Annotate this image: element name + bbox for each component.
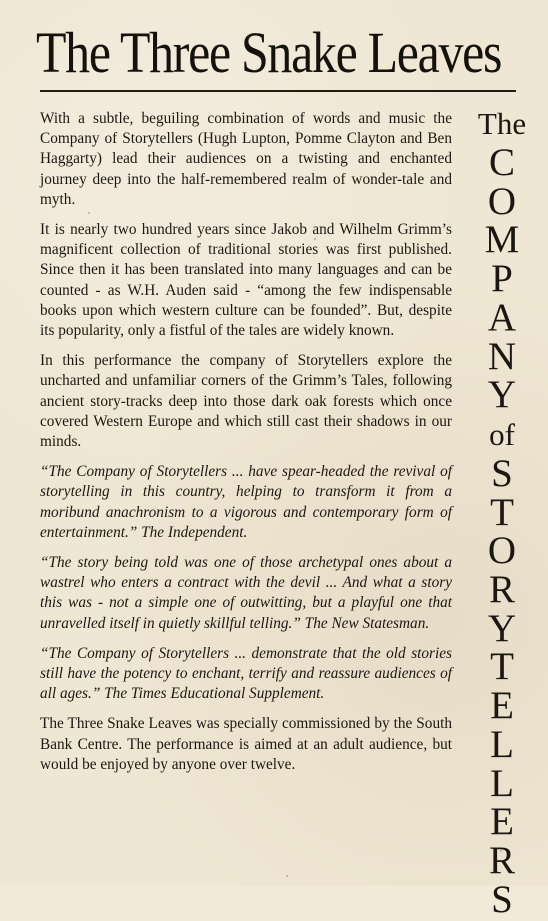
page-title: The Three Snake Leaves [36, 20, 502, 85]
side-letter: P [491, 257, 513, 301]
side-letter: S [491, 877, 513, 921]
paper-speck [286, 875, 288, 877]
side-letter: R [488, 568, 515, 612]
side-letter: Y [487, 606, 517, 650]
side-letter: R [488, 838, 515, 882]
side-word-the: The [477, 106, 527, 141]
side-letter: E [490, 800, 514, 844]
side-letter: O [487, 179, 517, 223]
side-letter: M [484, 218, 520, 262]
side-letter: T [490, 490, 514, 534]
side-letter: N [487, 334, 517, 378]
quote-independent: “The Company of Storytellers ... have spear-headed the revival of storytelling in this country, helping to transform it from a moribund anachronism to a vigorous and contemporary form of entertainment.” The Independent. [40, 463, 452, 541]
side-letter: A [487, 295, 517, 339]
side-letter: S [491, 451, 513, 495]
intro-paragraph: With a subtle, beguiling combination of words and music the Company of Storytellers (Hugh Lupton, Pomme Clayton and Ben Haggarty) lead their audiences on a twisting and enchanted journey deep into the half-remembered realm of wonder-tale and myth. [40, 110, 452, 208]
quote-times-educational: “The Company of Storytellers ... demonstrate that the old stories still have the potency to enchant, terrify and reassure audiences of all ages.” The Times Educational Supplement. [40, 644, 452, 703]
side-letter: O [487, 529, 517, 573]
vertical-company-name [462, 106, 542, 919]
side-letter: T [490, 645, 514, 689]
history-paragraph: It is nearly two hundred years since Jakob and Wilhelm Grimm’s magnificent collection of traditional stories was first published. Since then it has been translated into many languages and can be counted - as W.H. Auden said - “among the few indispensable books upon which western culture can be founded”. But, despite its popularity, only a fistful of the tales are widely known. [40, 221, 452, 340]
quote-new-statesman: “The story being told was one of those archetypal ones about a wastrel who enters a contract with the devil ... And what a story this was - not a simple one of outwitting, but a playful one that unravelled itself in quietly skillful telling.” The New Statesman. [40, 554, 452, 632]
closing-paragraph: The Three Snake Leaves was specially commissioned by the South Bank Centre. The performance is aimed at an adult audience, but would be enjoyed by anyone over twelve. [40, 715, 452, 773]
title-underline [40, 90, 516, 92]
side-word-of: of [489, 416, 515, 452]
side-letter: L [490, 761, 514, 805]
side-letter: Y [487, 373, 517, 417]
performance-paragraph: In this performance the company of Storytellers explore the uncharted and unfamiliar corners of the Grimm’s Tales, following ancient story-tracks deep into those dark oak forests which once covered Western Europe and which still cast their shadows in our minds. [40, 352, 452, 451]
side-letter: E [490, 684, 514, 728]
side-letter: L [490, 722, 514, 766]
side-letter: C [488, 141, 515, 184]
main-text [40, 109, 452, 775]
